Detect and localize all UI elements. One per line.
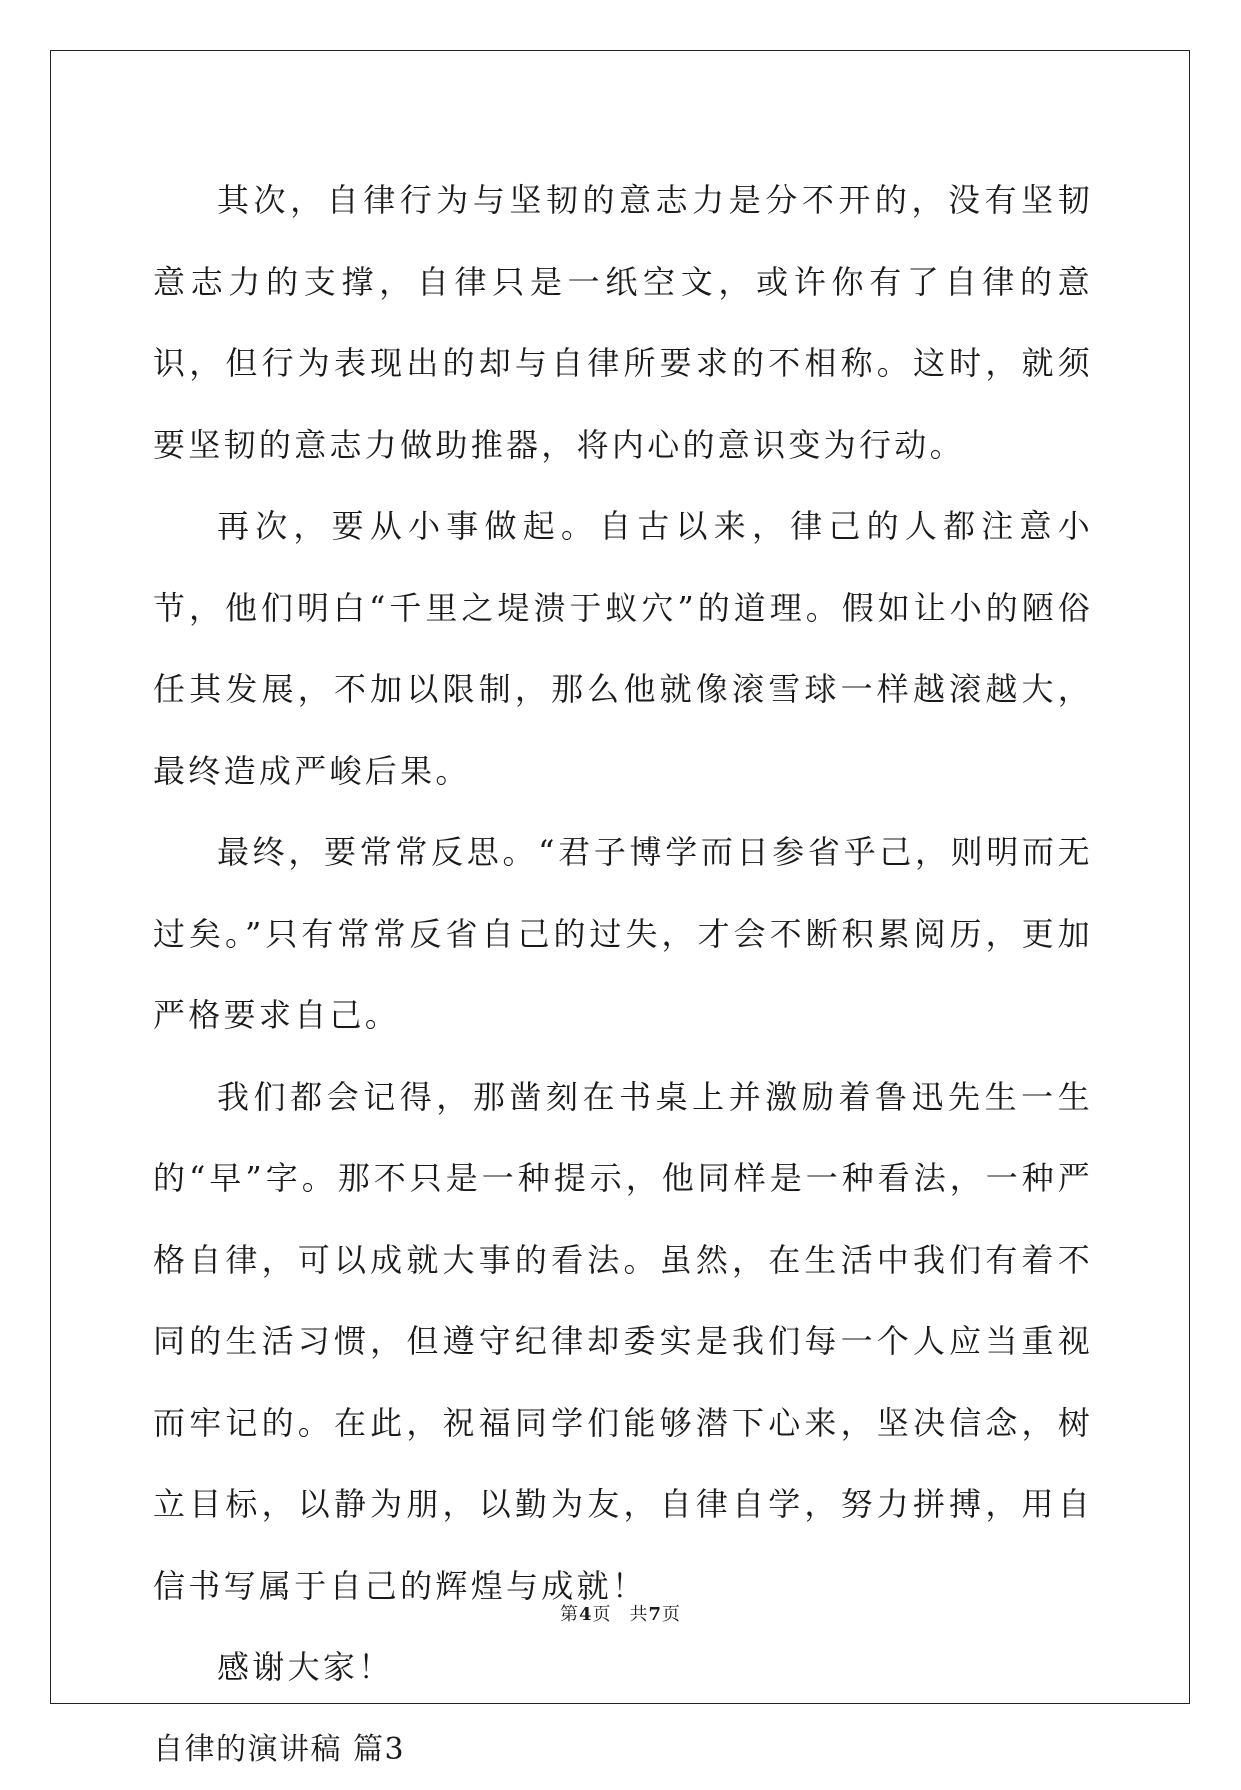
document-body: [153, 160, 1093, 1790]
footer-page-number: 4: [579, 1604, 593, 1625]
paragraph-small-things: 再次，要从小事做起。自古以来，律己的人都注意小节，他们明白“千里之堤溃于蚁穴”的道理。假如让小的陋俗任其发展，不加以限制，那么他就像滚雪球一样越滚越大，最终造成严峻后果。: [153, 486, 1093, 812]
paragraph-reflection: 最终，要常常反思。“君子博学而日参省乎己，则明而无过矣。”只有常常反省自己的过失，才会不断积累阅历，更加严格要求自己。: [153, 812, 1093, 1057]
footer-total-pages: 7: [649, 1604, 663, 1625]
paragraph-willpower: 其次，自律行为与坚韧的意志力是分不开的，没有坚韧意志力的支撑，自律只是一纸空文，或许你有了自律的意识，但行为表现出的却与自律所要求的不相称。这时，就须要坚韧的意志力做助推器，将内心的意识变为行动。: [153, 160, 1093, 486]
footer-page-suffix: 页: [593, 1604, 612, 1625]
footer-total-suffix: 页: [662, 1604, 681, 1625]
footer-total-prefix: 共: [630, 1604, 649, 1625]
paragraph-conclusion: 我们都会记得，那凿刻在书桌上并激励着鲁迅先生一生的“早”字。那不只是一种提示，他同样是一种看法，一种严格自律，可以成就大事的看法。虽然，在生活中我们有着不同的生活习惯，但遵守纪律却委实是我们每一个人应当重视而牢记的。在此，祝福同学们能够潜下心来，坚决信念，树立目标，以静为朋，以勤为友，自律自学，努力拼搏，用自信书写属于自己的辉煌与成就！: [153, 1057, 1093, 1628]
paragraph-thanks: 感谢大家！: [153, 1627, 1093, 1709]
section-heading: 自律的演讲稿 篇3: [153, 1709, 1093, 1790]
footer-prefix: 第: [560, 1604, 579, 1625]
page-footer: [0, 1600, 1241, 1626]
